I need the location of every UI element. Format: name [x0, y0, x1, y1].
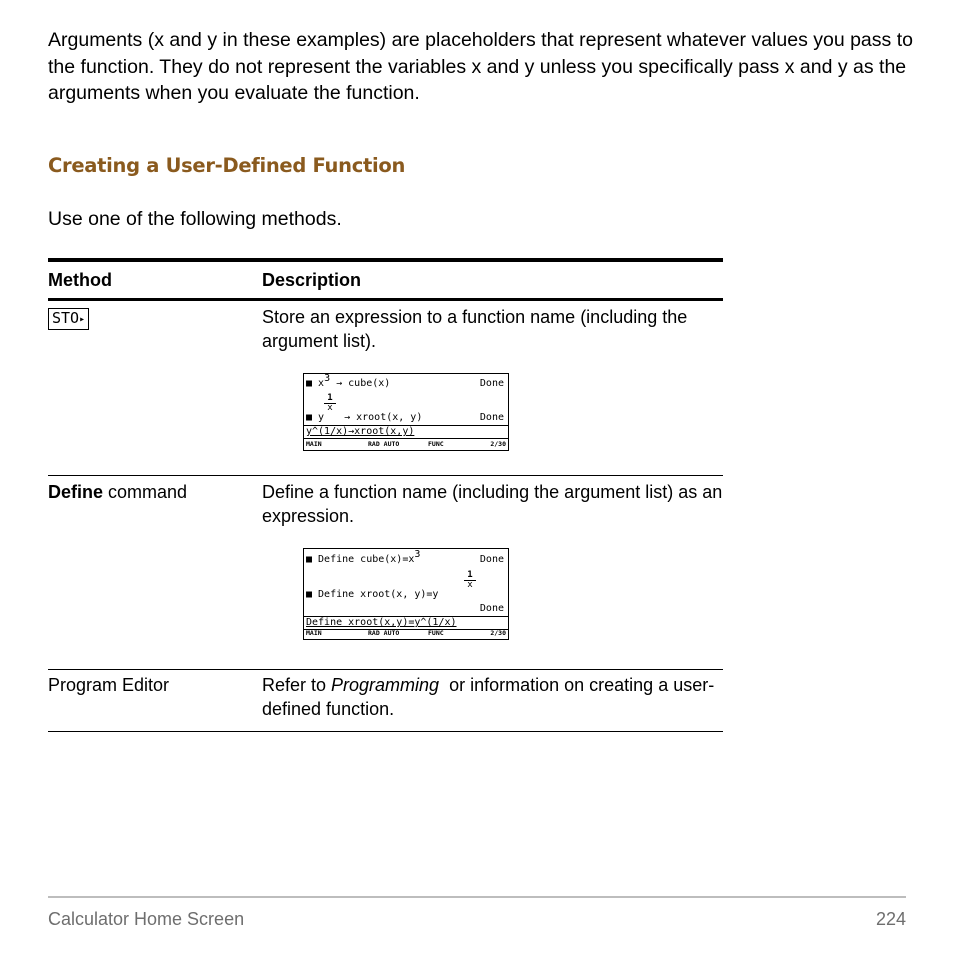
row-description: Refer to Programming or information on creating a user-defined function.	[262, 675, 715, 719]
header-method: Method	[48, 270, 112, 290]
result-done: Done	[479, 554, 504, 565]
history-line-1: ■ Define cube(x)=x3 Done	[306, 549, 504, 565]
entry-line: Define xroot(x,y)=y^(1/x)	[304, 616, 508, 630]
entry-line: y^(1/x)→xroot(x,y)	[304, 425, 508, 439]
calculator-screen	[303, 548, 509, 640]
table-header-row	[48, 262, 723, 298]
exponent-fraction: $\frac{1}{x}$	[324, 394, 336, 413]
history-line-1: ■ x3 → cube(x) Done	[306, 373, 504, 389]
sto-key: STO▸	[48, 308, 89, 330]
section-heading: Creating a User-Defined Function	[48, 154, 406, 177]
status-bar: MAIN RAD AUTO FUNC 2/30	[306, 440, 506, 448]
result-done: Done	[479, 412, 504, 423]
programming-reference: Programming	[331, 675, 440, 695]
footer-rule	[48, 896, 906, 898]
table-bottom-rule	[48, 731, 723, 732]
row-description: Define a function name (including the argument list) as an expression.	[262, 482, 723, 526]
row-method: Program Editor	[48, 675, 170, 695]
row-description: Store an expression to a function name (including the argument list).	[262, 307, 688, 351]
header-description: Description	[262, 270, 362, 290]
result-done: Done	[479, 603, 504, 614]
exponent-fraction: $\frac{1}{x}$	[464, 571, 476, 590]
table-row	[48, 301, 723, 475]
store-arrow-icon: ▸	[79, 314, 86, 325]
table-row	[48, 670, 723, 731]
lead-text: Use one of the following methods.	[48, 208, 342, 230]
page-number: 224	[875, 909, 906, 929]
history-line-2: ■ Define xroot(x, y)=y	[306, 589, 439, 600]
calculator-screen	[303, 373, 509, 451]
methods-table	[48, 258, 723, 732]
result-done: Done	[479, 378, 504, 389]
history-line-2: ■ y → xroot(x, y) Done	[306, 412, 504, 423]
define-keyword: Define	[48, 482, 104, 502]
intro-paragraph: Arguments (x and y in these examples) are placeholders that represent whatever values you pass to the function. They do not represent the variables x and y unless you specifically pass x and y as the arguments when you evaluate the function.	[48, 29, 913, 104]
table-row: Define command Define a function name (including the argument list) as an expression. ■ Define cube(x)=x3 Done $\frac{1}{x}$ ■ Define xroot(x, y)=y Done Define xroot(x,y)=y^(1/x) MAIN RAD AUTO FUNC 2/30	[48, 476, 723, 669]
footer-chapter-title: Calculator Home Screen	[48, 909, 245, 929]
status-bar: MAIN RAD AUTO FUNC 2/30	[306, 629, 506, 637]
